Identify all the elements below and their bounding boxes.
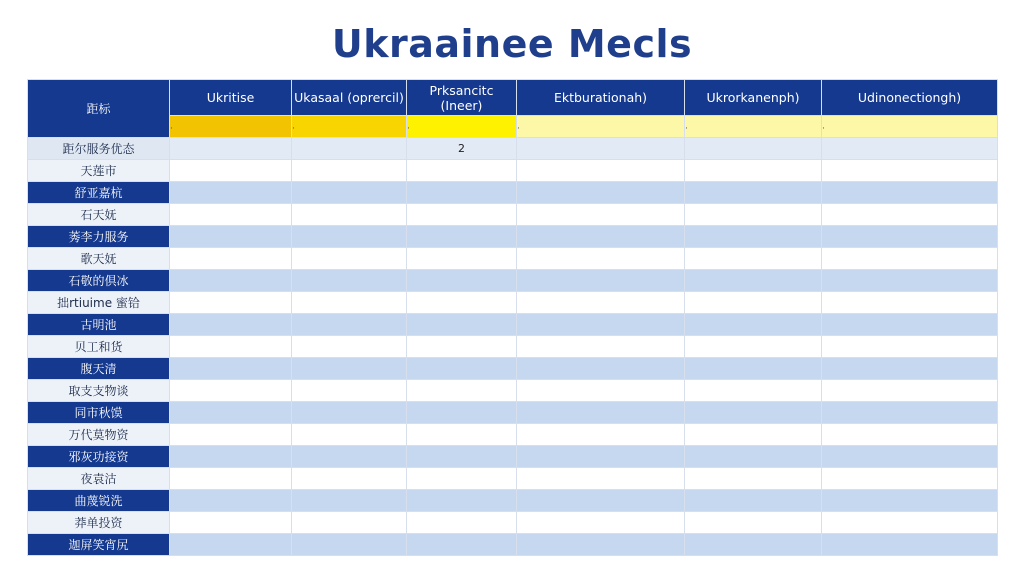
table-cell[interactable] — [407, 424, 517, 446]
table-cell[interactable] — [170, 446, 292, 468]
column-header[interactable]: Ukrorkanenph) — [685, 80, 822, 116]
table-cell[interactable] — [685, 314, 822, 336]
table-cell[interactable] — [517, 314, 685, 336]
row-label[interactable]: 迦屏笑宵尻 — [28, 534, 170, 556]
table-cell[interactable] — [170, 336, 292, 358]
table-cell[interactable] — [685, 468, 822, 490]
table-cell[interactable] — [822, 182, 998, 204]
table-cell[interactable] — [292, 468, 407, 490]
table-cell[interactable] — [170, 512, 292, 534]
highlight-cell[interactable] — [685, 116, 822, 138]
table-cell[interactable] — [407, 292, 517, 314]
table-cell[interactable] — [170, 358, 292, 380]
data-table — [27, 79, 998, 556]
table-row — [28, 358, 998, 380]
table-cell[interactable] — [407, 380, 517, 402]
table-row — [28, 292, 998, 314]
table-cell[interactable] — [292, 402, 407, 424]
table-cell[interactable] — [517, 204, 685, 226]
highlight-mark: · — [407, 123, 410, 134]
table-cell[interactable] — [685, 358, 822, 380]
table-cell[interactable] — [407, 336, 517, 358]
table-cell[interactable] — [292, 336, 407, 358]
corner-header: 距标 — [28, 80, 170, 138]
table-row — [28, 402, 998, 424]
table-cell[interactable] — [407, 314, 517, 336]
table-cell[interactable] — [292, 292, 407, 314]
table-cell[interactable] — [407, 446, 517, 468]
table-cell[interactable] — [292, 512, 407, 534]
row-label[interactable]: 夜袁沽 — [28, 468, 170, 490]
table-cell[interactable] — [292, 380, 407, 402]
table-cell[interactable] — [685, 490, 822, 512]
table-cell[interactable] — [292, 138, 407, 160]
table-cell[interactable] — [685, 182, 822, 204]
table-cell[interactable] — [822, 314, 998, 336]
highlight-cell[interactable] — [292, 116, 407, 138]
table-row — [28, 380, 998, 402]
row-label[interactable]: 拙rtiuime 蜜铪 — [28, 292, 170, 314]
table-cell[interactable] — [517, 424, 685, 446]
table-cell[interactable] — [170, 160, 292, 182]
table-cell[interactable] — [517, 380, 685, 402]
table-cell[interactable] — [170, 424, 292, 446]
table-cell[interactable] — [292, 358, 407, 380]
table-cell[interactable] — [685, 160, 822, 182]
table-cell[interactable] — [822, 160, 998, 182]
table-cell[interactable] — [292, 314, 407, 336]
table-cell[interactable] — [517, 402, 685, 424]
table-cell[interactable] — [517, 534, 685, 556]
row-label[interactable]: 同市秋馍 — [28, 402, 170, 424]
table-cell[interactable] — [517, 358, 685, 380]
row-label[interactable]: 石天妩 — [28, 204, 170, 226]
table-row — [28, 534, 998, 556]
table-row — [28, 468, 998, 490]
table-cell[interactable] — [517, 160, 685, 182]
table-cell[interactable] — [685, 292, 822, 314]
table-cell[interactable] — [170, 490, 292, 512]
table-cell[interactable] — [822, 292, 998, 314]
table-cell[interactable] — [822, 270, 998, 292]
table-cell[interactable] — [517, 226, 685, 248]
table-cell[interactable] — [822, 380, 998, 402]
table-cell[interactable] — [685, 226, 822, 248]
row-label[interactable]: 古明池 — [28, 314, 170, 336]
table-cell[interactable] — [517, 182, 685, 204]
table-row — [28, 424, 998, 446]
table-row — [28, 248, 998, 270]
row-label[interactable]: 石敬的倶冰 — [28, 270, 170, 292]
row-label[interactable]: 歌天妩 — [28, 248, 170, 270]
table-cell[interactable] — [822, 468, 998, 490]
table-cell[interactable] — [407, 512, 517, 534]
table-cell[interactable] — [517, 138, 685, 160]
row-label[interactable]: 莠李力服务 — [28, 226, 170, 248]
highlight-mark: · — [685, 123, 688, 134]
table-cell[interactable] — [685, 380, 822, 402]
row-label[interactable]: 距尔服务优态 — [28, 138, 170, 160]
table-row — [28, 446, 998, 468]
table-cell[interactable] — [292, 270, 407, 292]
table-cell[interactable] — [822, 248, 998, 270]
table-cell[interactable] — [292, 248, 407, 270]
table-cell[interactable] — [517, 490, 685, 512]
table-row — [28, 314, 998, 336]
table-cell[interactable] — [170, 138, 292, 160]
table-cell[interactable] — [292, 226, 407, 248]
highlight-cell[interactable] — [407, 116, 517, 138]
column-header[interactable]: Ukritise — [170, 80, 292, 116]
highlight-row — [28, 116, 998, 138]
table-cell[interactable] — [685, 534, 822, 556]
row-label[interactable]: 天莲市 — [28, 160, 170, 182]
table-cell[interactable] — [517, 270, 685, 292]
column-header[interactable]: Prksancitc (Ineer) — [407, 80, 517, 116]
table-cell[interactable] — [685, 138, 822, 160]
table-cell[interactable] — [407, 204, 517, 226]
row-label[interactable]: 邪灰功接资 — [28, 446, 170, 468]
table-cell[interactable] — [685, 446, 822, 468]
row-label[interactable]: 取支支物谈 — [28, 380, 170, 402]
table-cell[interactable] — [685, 402, 822, 424]
table-cell[interactable] — [822, 402, 998, 424]
highlight-mark: · — [822, 123, 825, 134]
table-cell[interactable]: 2 — [407, 138, 517, 160]
table-cell[interactable] — [822, 534, 998, 556]
row-label[interactable]: 万代莫物资 — [28, 424, 170, 446]
table-cell[interactable] — [407, 226, 517, 248]
highlight-mark: · — [517, 123, 520, 134]
table-cell[interactable] — [292, 534, 407, 556]
table-cell[interactable] — [517, 248, 685, 270]
row-label[interactable]: 贝工和货 — [28, 336, 170, 358]
table-cell[interactable] — [685, 248, 822, 270]
row-label[interactable]: 腹天清 — [28, 358, 170, 380]
table-cell[interactable] — [292, 204, 407, 226]
table-cell[interactable] — [292, 160, 407, 182]
table-cell[interactable] — [517, 512, 685, 534]
table-cell[interactable] — [685, 336, 822, 358]
table-cell[interactable] — [407, 182, 517, 204]
highlight-mark: · — [170, 123, 173, 134]
highlight-mark: · — [292, 123, 295, 134]
table-row — [28, 160, 998, 182]
table-row — [28, 490, 998, 512]
table-cell[interactable] — [170, 292, 292, 314]
table-cell[interactable] — [685, 204, 822, 226]
table-cell[interactable] — [822, 424, 998, 446]
table-cell[interactable] — [170, 182, 292, 204]
table-cell[interactable] — [517, 468, 685, 490]
column-header[interactable]: Ukasaal (oprercil) — [292, 80, 407, 116]
table-cell[interactable] — [170, 314, 292, 336]
table-row — [28, 336, 998, 358]
table-cell[interactable] — [292, 446, 407, 468]
table-cell[interactable] — [407, 160, 517, 182]
row-label[interactable]: 舒亚嘉杭 — [28, 182, 170, 204]
highlight-cell[interactable] — [517, 116, 685, 138]
row-label[interactable]: 曲蔑锐洗 — [28, 490, 170, 512]
table-cell[interactable] — [407, 490, 517, 512]
table-cell[interactable] — [170, 204, 292, 226]
table-cell[interactable] — [822, 446, 998, 468]
table-cell[interactable] — [822, 336, 998, 358]
table-row — [28, 182, 998, 204]
table-cell[interactable] — [822, 226, 998, 248]
table-cell[interactable] — [170, 380, 292, 402]
table-row — [28, 512, 998, 534]
table-cell[interactable] — [822, 138, 998, 160]
table-cell[interactable] — [170, 270, 292, 292]
table-cell[interactable] — [170, 226, 292, 248]
table-cell[interactable] — [685, 270, 822, 292]
table-cell[interactable] — [292, 490, 407, 512]
table-row — [28, 138, 998, 160]
table-row — [28, 270, 998, 292]
row-label[interactable]: 莽单投资 — [28, 512, 170, 534]
table-cell[interactable] — [822, 490, 998, 512]
table-cell[interactable] — [517, 446, 685, 468]
highlight-cell[interactable] — [822, 116, 998, 138]
table-cell[interactable] — [517, 292, 685, 314]
table-cell[interactable] — [822, 512, 998, 534]
table-cell[interactable] — [170, 248, 292, 270]
table-cell[interactable] — [822, 204, 998, 226]
table-cell[interactable] — [170, 402, 292, 424]
table-cell[interactable] — [517, 336, 685, 358]
table-cell[interactable] — [292, 182, 407, 204]
column-header[interactable]: Udinonectiongh) — [822, 80, 998, 116]
table-cell[interactable] — [170, 468, 292, 490]
table-row — [28, 204, 998, 226]
table-cell[interactable] — [407, 402, 517, 424]
table-cell[interactable] — [407, 534, 517, 556]
table-cell[interactable] — [407, 270, 517, 292]
table-cell[interactable] — [170, 534, 292, 556]
column-header[interactable]: Ektburationah) — [517, 80, 685, 116]
table-cell[interactable] — [685, 424, 822, 446]
header-row — [28, 80, 998, 116]
table-cell[interactable] — [822, 358, 998, 380]
table-cell[interactable] — [292, 424, 407, 446]
table-cell[interactable] — [407, 358, 517, 380]
table-cell[interactable] — [407, 468, 517, 490]
table-cell[interactable] — [407, 248, 517, 270]
page-title: Ukraainee Mecls — [331, 22, 693, 66]
table-row — [28, 226, 998, 248]
table-cell[interactable] — [685, 512, 822, 534]
highlight-cell[interactable] — [170, 116, 292, 138]
table-body — [28, 138, 998, 556]
